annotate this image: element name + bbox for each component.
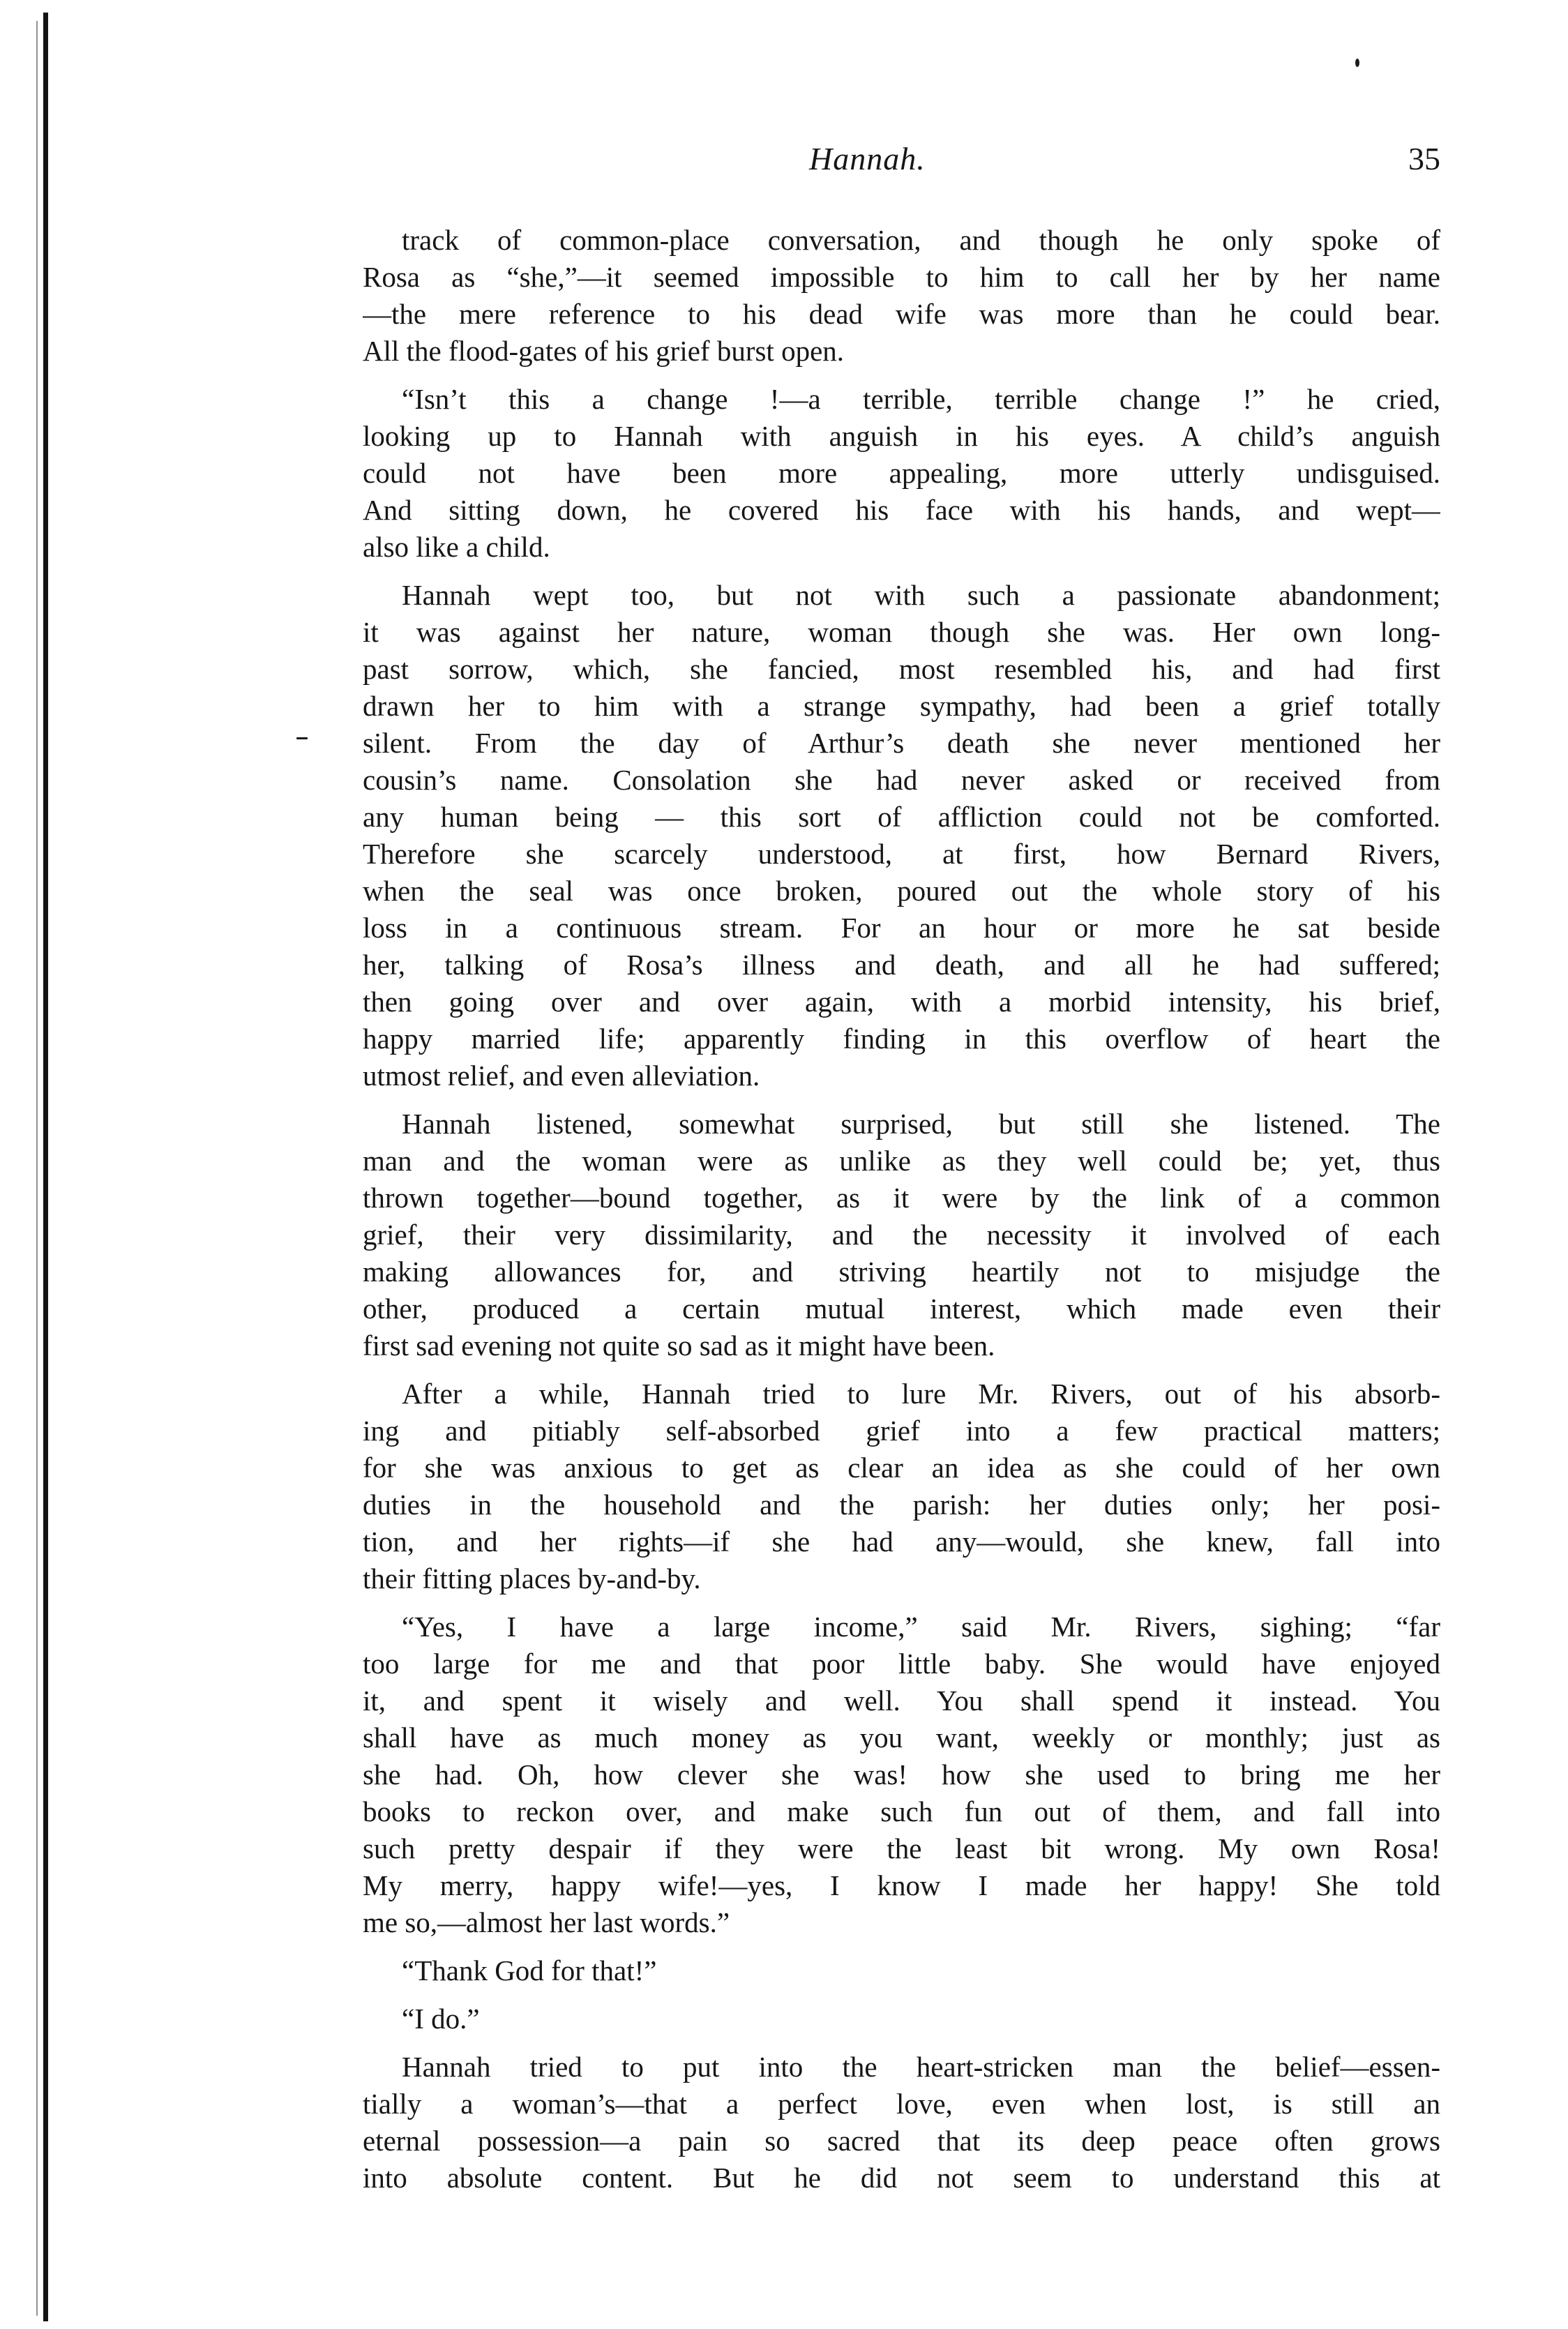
text-line: “Thank God for that!”	[402, 1954, 657, 1987]
text-line: silent. From the day of Arthur’s death she never mentioned her	[363, 727, 1440, 759]
text-line: Rosa as “she,”—it seemed impossible to him to call her by her name	[363, 261, 1440, 293]
text-line: “Isn’t this a change !—a terrible, terrible change !” he cried,	[402, 383, 1440, 415]
paragraph	[363, 2000, 1440, 2037]
text-line: cousin’s name. Consolation she had never asked or received from	[363, 764, 1440, 796]
text-line: thrown together—bound together, as it were by the link of a common	[363, 1182, 1440, 1214]
text-line: she had. Oh, how clever she was! how she used to bring me her	[363, 1758, 1440, 1791]
text-line: it, and spent it wisely and well. You shall spend it instead. You	[363, 1684, 1440, 1717]
text-line: ing and pitiably self-absorbed grief into a few practical matters;	[363, 1415, 1440, 1447]
text-line: Hannah tried to put into the heart-stricken man the belief—essen-	[402, 2051, 1440, 2083]
paragraph	[363, 1952, 1440, 1989]
page-number: 35	[1408, 141, 1440, 176]
text-line: And sitting down, he covered his face with his hands, and wept—	[363, 494, 1440, 526]
text-line: looking up to Hannah with anguish in his eyes. A child’s anguish	[363, 420, 1440, 452]
text-line: After a while, Hannah tried to lure Mr. Rivers, out of his absorb-	[402, 1378, 1440, 1410]
paragraph	[363, 222, 1440, 370]
text-line: first sad evening not quite so sad as it might have been.	[363, 1329, 995, 1362]
text-line: Hannah listened, somewhat surprised, but still she listened. The	[402, 1108, 1440, 1140]
text-line: Hannah wept too, but not with such a passionate abandonment;	[402, 579, 1440, 611]
text-line: drawn her to him with a strange sympathy, had been a grief totally	[363, 690, 1440, 722]
text-line: loss in a continuous stream. For an hour or more he sat beside	[363, 912, 1440, 944]
text-line: —the mere reference to his dead wife was more than he could bear.	[363, 298, 1440, 330]
paragraph	[363, 1608, 1440, 1941]
text-line: could not have been more appealing, more utterly undisguised.	[363, 457, 1440, 489]
text-line: their fitting places by-and-by.	[363, 1562, 701, 1595]
text-line: track of common-place conversation, and though he only spoke of	[402, 224, 1440, 256]
text-line: Therefore she scarcely understood, at first, how Bernard Rivers,	[363, 838, 1440, 870]
paragraph	[363, 1375, 1440, 1597]
paragraph	[363, 381, 1440, 566]
binding-shadow	[36, 21, 38, 2316]
text-line: her, talking of Rosa’s illness and death, and all he had suffered;	[363, 949, 1440, 981]
text-line: tion, and her rights—if she had any—would, she knew, fall into	[363, 1525, 1440, 1558]
text-line: My merry, happy wife!—yes, I know I made her happy! She told	[363, 1869, 1440, 1901]
text-line: duties in the household and the parish: her duties only; her posi-	[363, 1488, 1440, 1521]
body-text	[363, 222, 1440, 2208]
text-line: man and the woman were as unlike as they well could be; yet, thus	[363, 1145, 1440, 1177]
text-line: too large for me and that poor little baby. She would have enjoyed	[363, 1648, 1440, 1680]
running-head	[363, 138, 1440, 180]
ink-speck	[296, 737, 308, 739]
text-line: me so,—almost her last words.”	[363, 1906, 730, 1938]
text-line: “Yes, I have a large income,” said Mr. Rivers, sighing; “far	[402, 1611, 1440, 1643]
paragraph	[363, 2049, 1440, 2196]
text-line: books to reckon over, and make such fun out of them, and fall into	[363, 1795, 1440, 1827]
text-line: past sorrow, which, she fancied, most resembled his, and had first	[363, 653, 1440, 685]
text-line: making allowances for, and striving heartily not to misjudge the	[363, 1256, 1440, 1288]
text-line: shall have as much money as you want, weekly or monthly; just as	[363, 1721, 1440, 1754]
text-line: other, produced a certain mutual interest, which made even their	[363, 1292, 1440, 1325]
ink-speck	[1355, 59, 1359, 67]
text-line: All the flood-gates of his grief burst open.	[363, 335, 845, 367]
text-line: any human being — this sort of affliction could not be comforted.	[363, 801, 1440, 833]
text-line: grief, their very dissimilarity, and the necessity it involved of each	[363, 1219, 1440, 1251]
text-line: it was against her nature, woman though she was. Her own long-	[363, 616, 1440, 648]
text-line: utmost relief, and even alleviation.	[363, 1060, 760, 1092]
text-line: into absolute content. But he did not seem to understand this at	[363, 2162, 1440, 2194]
text-line: for she was anxious to get as clear an idea as she could of her own	[363, 1452, 1440, 1484]
text-line: also like a child.	[363, 531, 550, 563]
running-title: Hannah.	[809, 141, 926, 176]
text-line: tially a woman’s—that a perfect love, even when lost, is still an	[363, 2088, 1440, 2120]
text-line: eternal possession—a pain so sacred that its deep peace often grows	[363, 2125, 1440, 2157]
text-line: then going over and over again, with a morbid intensity, his brief,	[363, 986, 1440, 1018]
text-line: happy married life; apparently finding in this overflow of heart the	[363, 1023, 1440, 1055]
text-line: when the seal was once broken, poured out the whole story of his	[363, 875, 1440, 907]
binding-edge	[43, 13, 48, 2321]
paragraph	[363, 1106, 1440, 1364]
text-line: such pretty despair if they were the least bit wrong. My own Rosa!	[363, 1832, 1440, 1864]
paragraph	[363, 577, 1440, 1094]
text-line: “I do.”	[402, 2003, 480, 2035]
